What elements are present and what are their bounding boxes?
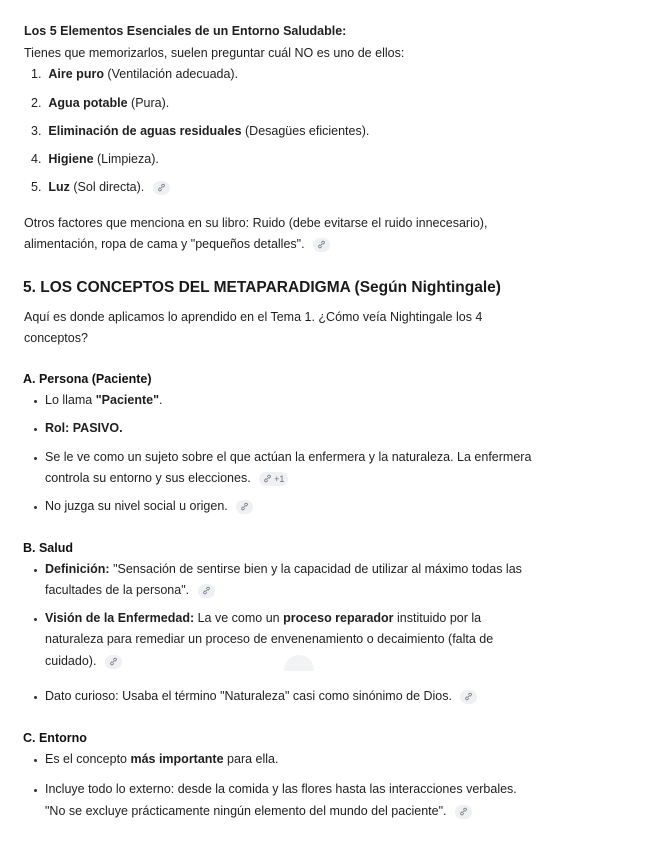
list-item: No juzga su nivel social u origen.: [45, 499, 253, 514]
elements-subtitle: Tienes que memorizarlos, suelen preguntar cuál NO es uno de ellos:: [24, 46, 405, 60]
list-item: Rol: PASIVO.: [45, 421, 123, 435]
list-item: Incluye todo lo externo: desde la comida y las flores hasta las interacciones verbales.: [45, 782, 517, 796]
list-item: Definición: "Sensación de sentirse bien y la capacidad de utilizar al máximo todas las: [45, 562, 522, 576]
bullet: [34, 618, 37, 621]
others-line-1: Otros factores que menciona en su libro: Ruido (debe evitarse el ruido innecesario),: [24, 216, 488, 230]
bullet: [34, 506, 37, 509]
list-item: 5. Luz (Sol directa).: [31, 180, 170, 195]
list-item: Dato curioso: Usaba el término "Naturaleza" casi como sinónimo de Dios.: [45, 689, 477, 704]
link-icon: [263, 474, 272, 483]
bullet: [34, 400, 37, 403]
section-5-intro-2: conceptos?: [24, 331, 88, 345]
list-item: 4. Higiene (Limpieza).: [31, 152, 159, 166]
citation-chip[interactable]: [153, 181, 170, 195]
list-item-continuation: facultades de la persona".: [45, 583, 215, 598]
list-item: Lo llama "Paciente".: [45, 393, 163, 407]
others-line-2: alimentación, ropa de cama y "pequeños detalles".: [24, 237, 330, 252]
section-5-intro-1: Aquí es donde aplicamos lo aprendido en el Tema 1. ¿Cómo veía Nightingale los 4: [24, 310, 483, 324]
citation-chip[interactable]: [455, 805, 472, 819]
link-icon: [240, 502, 249, 511]
bullet: [34, 569, 37, 572]
salud-heading: B. Salud: [23, 541, 74, 555]
list-item-continuation: "No se excluye prácticamente ningún elemento del mundo del paciente".: [45, 804, 472, 819]
list-item-continuation: naturaleza para remediar un proceso de envenenamiento o decaimiento (falta de: [45, 632, 494, 646]
list-item-continuation: controla su entorno y sus elecciones. +1: [45, 471, 288, 486]
entorno-heading: C. Entorno: [23, 731, 87, 745]
citation-chip[interactable]: [236, 500, 253, 514]
bullet: [34, 696, 37, 699]
link-icon: [317, 240, 326, 249]
list-item: Es el concepto más importante para ella.: [45, 752, 279, 766]
bullet: [34, 759, 37, 762]
bullet: [34, 789, 37, 792]
link-icon: [157, 183, 166, 192]
scroll-down-button[interactable]: [284, 655, 314, 671]
list-item-continuation: cuidado).: [45, 654, 122, 669]
citation-chip[interactable]: [460, 690, 477, 704]
bullet: [34, 428, 37, 431]
citation-chip[interactable]: +1: [259, 472, 288, 486]
persona-heading: A. Persona (Paciente): [23, 372, 152, 386]
elements-title: Los 5 Elementos Esenciales de un Entorno Saludable:: [24, 24, 347, 38]
list-item: Visión de la Enfermedad: La ve como un proceso reparador instituido por la: [45, 611, 482, 625]
bullet: [34, 457, 37, 460]
link-icon: [202, 586, 211, 595]
list-item: 2. Agua potable (Pura).: [31, 96, 170, 110]
link-icon: [464, 692, 473, 701]
list-item: Se le ve como un sujeto sobre el que actúan la enfermera y la naturaleza. La enfermera: [45, 450, 532, 464]
citation-chip[interactable]: [105, 655, 122, 669]
link-icon: [459, 807, 468, 816]
link-icon: [109, 657, 118, 666]
section-5-title: 5. LOS CONCEPTOS DEL METAPARADIGMA (Según Nightingale): [23, 279, 501, 296]
citation-chip[interactable]: [313, 238, 330, 252]
citation-chip[interactable]: [198, 584, 215, 598]
list-item: 3. Eliminación de aguas residuales (Desagües eficientes).: [31, 124, 370, 138]
list-item: 1. Aire puro (Ventilación adecuada).: [31, 67, 239, 81]
